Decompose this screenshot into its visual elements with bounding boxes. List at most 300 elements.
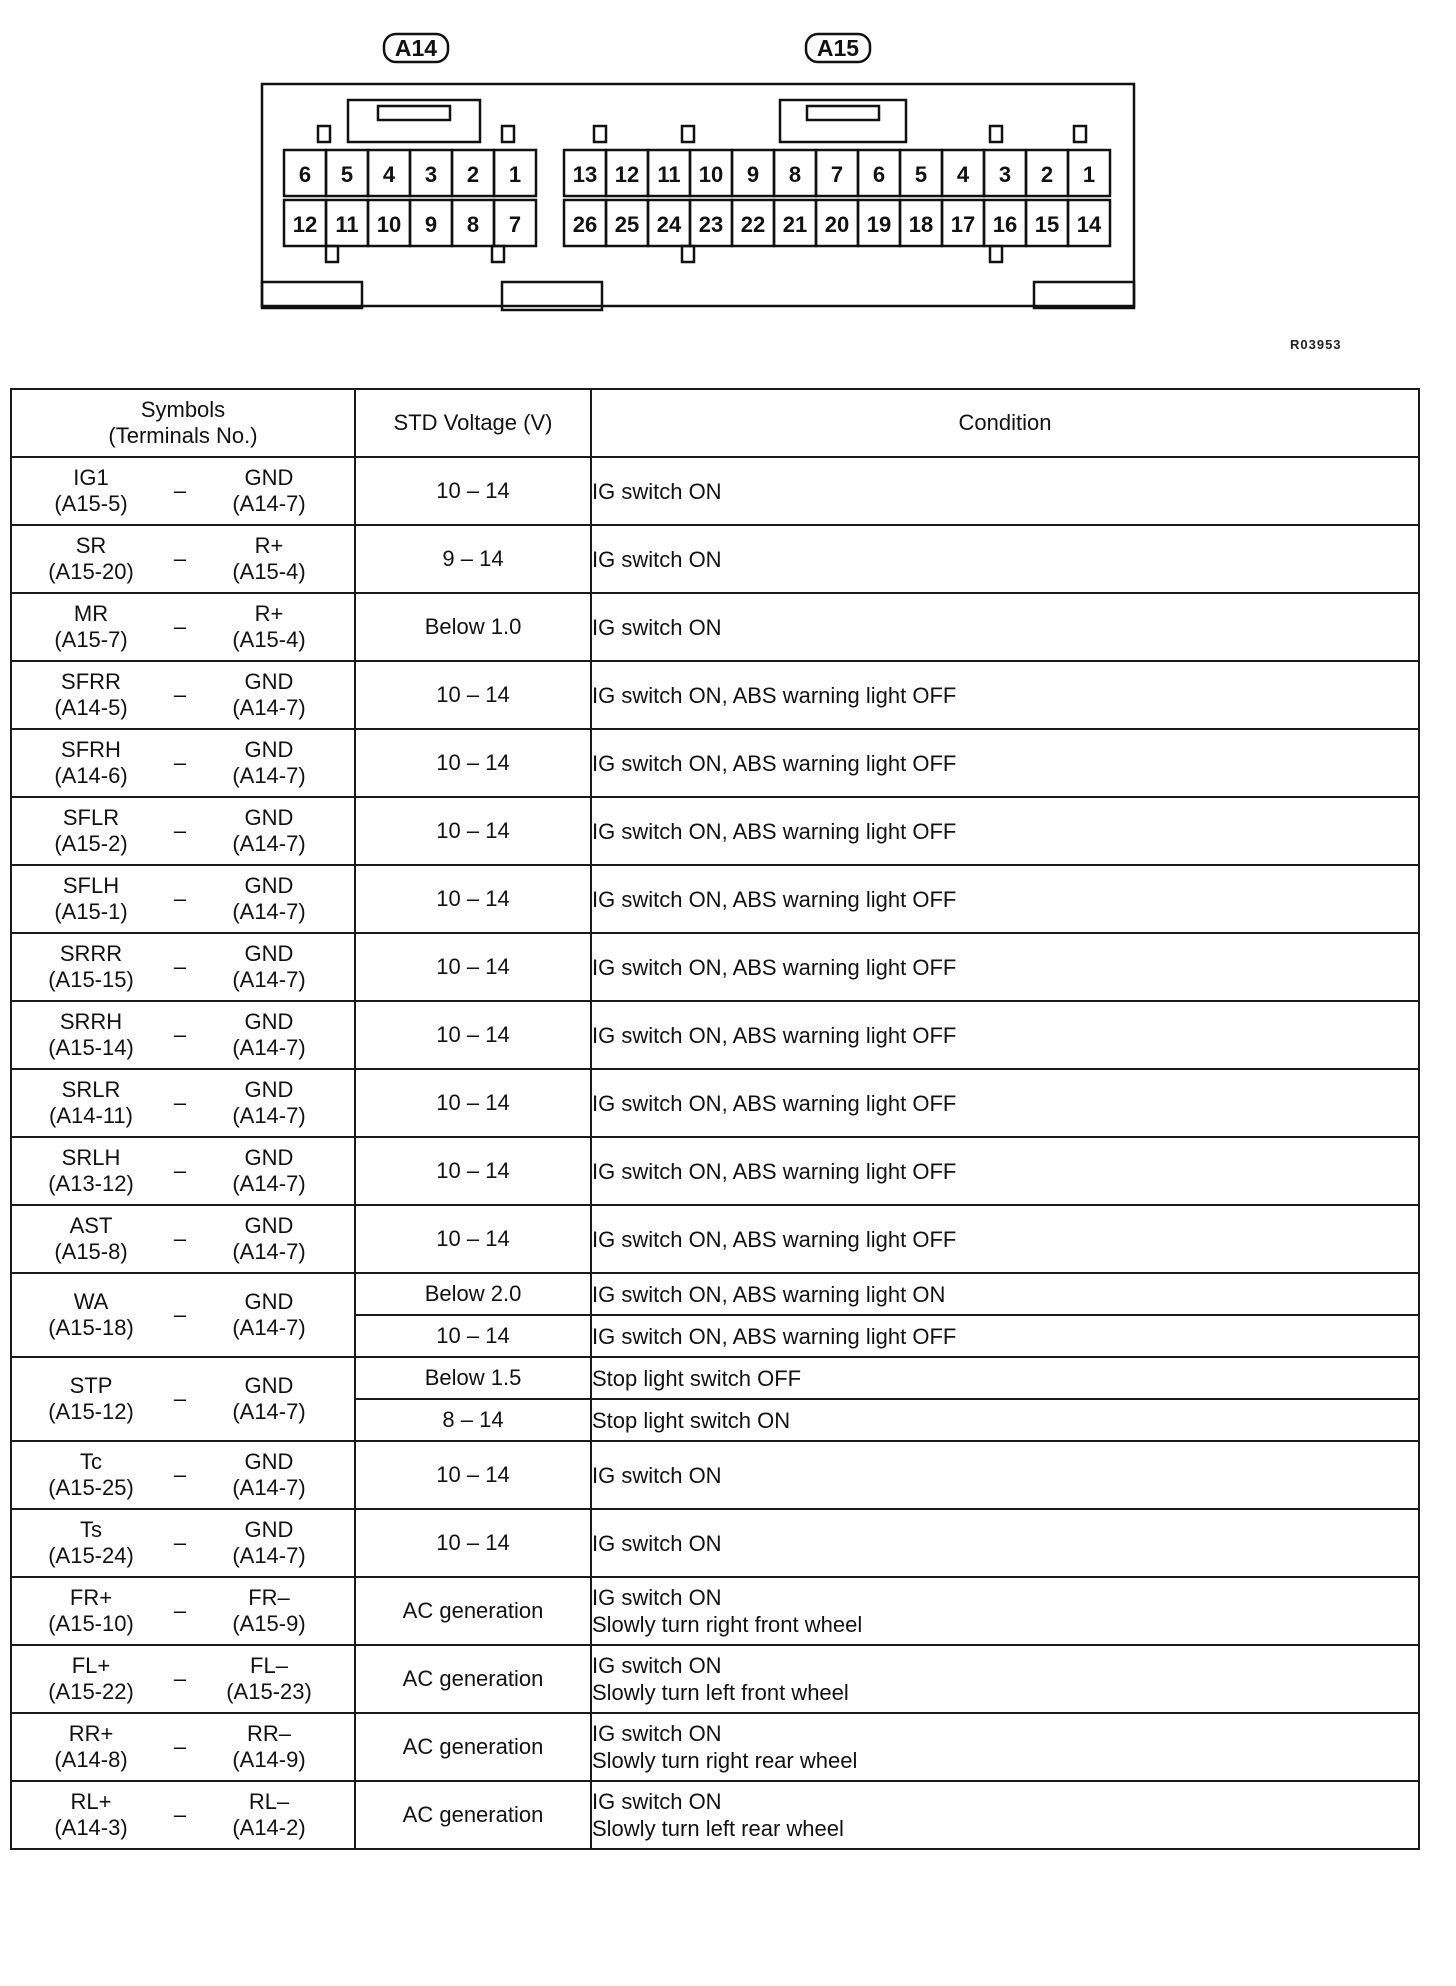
symbol-b: GND (244, 941, 294, 966)
symbol-dash: – (173, 1734, 187, 1759)
symbol-b: GND (244, 1373, 294, 1398)
voltage-cell: 10 – 14 (355, 1137, 591, 1205)
terminal-no-b: (A14-7) (232, 695, 306, 720)
voltage-cell: 10 – 14 (355, 661, 591, 729)
terminal-b (214, 1009, 324, 1061)
symbol-b: GND (244, 1289, 294, 1314)
condition-cell (591, 1069, 1419, 1137)
terminal-a (36, 465, 146, 517)
symbol-dash: – (173, 1158, 187, 1183)
symbols-cell (11, 525, 355, 593)
symbols-cell (11, 1205, 355, 1273)
voltage-cell: 10 – 14 (355, 1315, 591, 1357)
symbol-b: RL– (248, 1789, 290, 1814)
symbol-a: SRLR (61, 1077, 121, 1102)
housing-tab (262, 282, 362, 308)
terminal-a (36, 1289, 146, 1341)
terminal-a (36, 1077, 146, 1129)
terminal-b (214, 1373, 324, 1425)
voltage-cell: 10 – 14 (355, 1509, 591, 1577)
table-row (11, 1441, 1419, 1509)
symbols-cell (11, 1137, 355, 1205)
terminal-no-b: (A14-7) (232, 491, 306, 516)
condition-text: IG switch ON, ABS warning light OFF (592, 1226, 957, 1252)
terminal-label: 2 (1040, 162, 1054, 187)
terminal-no-a: (A13-12) (48, 1171, 134, 1196)
symbol-a: SFLH (62, 873, 120, 898)
terminal-label: 8 (466, 212, 480, 237)
terminal-label: 3 (998, 162, 1012, 187)
symbol-a: STP (69, 1373, 113, 1398)
terminal-a (36, 737, 146, 789)
terminal-b (214, 465, 324, 517)
condition-text: IG switch ON (592, 478, 722, 504)
voltage-cell: 10 – 14 (355, 1001, 591, 1069)
symbol-b: FR– (248, 1585, 290, 1610)
symbol-a: SFLR (62, 805, 120, 830)
terminal-label: 12 (292, 212, 318, 237)
terminal-no-a: (A15-5) (54, 491, 128, 516)
terminal-no-a: (A14-5) (54, 695, 128, 720)
terminal-no-b: (A14-7) (232, 1315, 306, 1340)
symbol-a: WA (73, 1289, 109, 1314)
symbol-b: GND (244, 805, 294, 830)
terminal-no-b: (A14-7) (232, 1543, 306, 1568)
condition-text-2: Slowly turn left front wheel (592, 1680, 849, 1705)
symbols-cell (11, 1069, 355, 1137)
terminal-label: 16 (992, 212, 1018, 237)
condition-cell (591, 1399, 1419, 1441)
terminal-label: 4 (382, 162, 396, 187)
condition-text: IG switch ON, ABS warning light OFF (592, 886, 957, 912)
table-row (11, 865, 1419, 933)
symbol-dash: – (173, 1462, 187, 1487)
symbols-cell (11, 729, 355, 797)
terminal-b (214, 941, 324, 993)
condition-text: IG switch ON, ABS warning light OFF (592, 954, 957, 980)
terminal-b (214, 669, 324, 721)
terminal-b (214, 1653, 324, 1705)
terminal-label: 2 (466, 162, 480, 187)
symbols-cell (11, 1273, 355, 1357)
condition-text: IG switch ON, ABS warning light OFF (592, 818, 957, 844)
symbol-b: GND (244, 669, 294, 694)
terminal-b (214, 737, 324, 789)
terminal-label: 13 (572, 162, 598, 187)
symbol-b: R+ (254, 601, 284, 626)
terminal-label: 7 (830, 162, 844, 187)
terminal-label: 23 (698, 212, 724, 237)
housing-tab (1034, 282, 1134, 308)
condition-text: IG switch ON (592, 546, 722, 572)
table-row (11, 1781, 1419, 1849)
terminal-label: 9 (746, 162, 760, 187)
symbol-dash: – (173, 818, 187, 843)
table-row (11, 593, 1419, 661)
terminal-no-a: (A15-12) (48, 1399, 134, 1424)
terminal-label: 25 (614, 212, 640, 237)
condition-text: IG switch ON, ABS warning light OFF (592, 1022, 957, 1048)
terminal-no-a: (A15-15) (48, 967, 134, 992)
symbol-b: GND (244, 1009, 294, 1034)
symbol-b: GND (244, 1449, 294, 1474)
terminal-b (214, 1517, 324, 1569)
symbol-dash: – (173, 682, 187, 707)
terminal-label: 5 (914, 162, 928, 187)
symbol-a: FL+ (71, 1653, 111, 1678)
terminal-b (214, 1449, 324, 1501)
voltage-cell: 9 – 14 (355, 525, 591, 593)
condition-text-2: Slowly turn right rear wheel (592, 1748, 858, 1773)
condition-text: IG switch ON (592, 1530, 722, 1556)
symbol-dash: – (173, 614, 187, 639)
symbol-a: FR+ (69, 1585, 113, 1610)
symbol-dash: – (173, 1386, 187, 1411)
terminal-no-b: (A14-7) (232, 763, 306, 788)
condition-text: IG switch ON (592, 1585, 722, 1610)
terminal-label: 12 (614, 162, 640, 187)
symbol-a: SFRH (61, 737, 121, 762)
terminal-label: 19 (866, 212, 892, 237)
terminal-label: 10 (698, 162, 724, 187)
terminal-no-a: (A15-10) (48, 1611, 134, 1636)
terminal-no-a: (A15-22) (48, 1679, 134, 1704)
key-pin (492, 246, 504, 262)
terminal-label: 7 (508, 212, 522, 237)
symbol-b: GND (244, 1517, 294, 1542)
terminal-label: 1 (508, 162, 522, 187)
latch-slot (378, 106, 450, 120)
symbol-dash: – (173, 1302, 187, 1327)
terminal-label: 10 (376, 212, 402, 237)
voltage-cell: 10 – 14 (355, 797, 591, 865)
symbols-cell (11, 1357, 355, 1441)
condition-cell (591, 1001, 1419, 1069)
condition-cell (591, 1357, 1419, 1399)
symbols-cell (11, 1781, 355, 1849)
terminal-no-a: (A14-6) (54, 763, 128, 788)
symbol-a: SRLH (61, 1145, 121, 1170)
terminal-no-a: (A15-1) (54, 899, 128, 924)
voltage-cell: Below 2.0 (355, 1273, 591, 1315)
terminal-a (36, 1517, 146, 1569)
voltage-cell: 10 – 14 (355, 933, 591, 1001)
condition-cell (591, 661, 1419, 729)
terminal-a (36, 805, 146, 857)
symbol-a: RR+ (68, 1721, 114, 1746)
terminal-no-b: (A14-7) (232, 1171, 306, 1196)
symbol-b: GND (244, 1145, 294, 1170)
terminal-no-b: (A14-7) (232, 1399, 306, 1424)
condition-cell (591, 1137, 1419, 1205)
header-condition: Condition (591, 389, 1419, 457)
condition-cell (591, 1441, 1419, 1509)
terminal-no-b: (A15-9) (232, 1611, 306, 1636)
table-row (11, 1357, 1419, 1399)
terminal-label: 1 (1082, 162, 1096, 187)
table-row (11, 1205, 1419, 1273)
key-pin (326, 246, 338, 262)
condition-cell (591, 593, 1419, 661)
condition-cell (591, 1781, 1419, 1849)
symbols-cell (11, 1001, 355, 1069)
condition-text: IG switch ON (592, 1653, 722, 1678)
condition-cell (591, 865, 1419, 933)
symbol-dash: – (173, 1666, 187, 1691)
terminal-a (36, 1213, 146, 1265)
connector-label: A15 (816, 35, 860, 61)
condition-cell (591, 1713, 1419, 1781)
header-symbols-line1: Symbols (140, 397, 226, 422)
condition-text: IG switch ON, ABS warning light OFF (592, 750, 957, 776)
symbol-a: SFRR (61, 669, 121, 694)
terminal-no-b: (A14-7) (232, 1103, 306, 1128)
terminal-no-b: (A14-7) (232, 1475, 306, 1500)
terminal-no-a: (A15-7) (54, 627, 128, 652)
condition-cell (591, 1273, 1419, 1315)
terminal-b (214, 873, 324, 925)
voltage-cell: 10 – 14 (355, 1205, 591, 1273)
table-row (11, 1273, 1419, 1315)
terminal-label: 15 (1034, 212, 1060, 237)
table-row (11, 1069, 1419, 1137)
header-symbols (11, 389, 355, 457)
terminal-label: 17 (950, 212, 976, 237)
table-body (11, 457, 1419, 1849)
condition-text: IG switch ON, ABS warning light ON (592, 1281, 946, 1307)
connector-label: A14 (394, 35, 438, 61)
symbol-b: GND (244, 737, 294, 762)
table-row (11, 457, 1419, 525)
terminal-no-a: (A15-24) (48, 1543, 134, 1568)
terminal-no-a: (A15-18) (48, 1315, 134, 1340)
condition-cell (591, 1205, 1419, 1273)
condition-cell (591, 797, 1419, 865)
table-row (11, 933, 1419, 1001)
condition-text: Stop light switch OFF (592, 1365, 802, 1391)
voltage-cell: 10 – 14 (355, 865, 591, 933)
voltage-cell: Below 1.0 (355, 593, 591, 661)
terminal-no-a: (A14-11) (49, 1103, 133, 1128)
condition-text: IG switch ON, ABS warning light OFF (592, 1090, 957, 1116)
symbol-b: GND (244, 873, 294, 898)
key-pin (318, 126, 330, 142)
terminal-b (214, 1213, 324, 1265)
symbol-dash: – (173, 1802, 187, 1827)
terminal-b (214, 1145, 324, 1197)
terminal-no-b: (A15-4) (232, 559, 306, 584)
terminal-a (36, 1653, 146, 1705)
terminal-label: 5 (340, 162, 354, 187)
symbol-b: GND (244, 1213, 294, 1238)
symbol-dash: – (173, 750, 187, 775)
condition-text: IG switch ON (592, 1789, 722, 1814)
terminal-a (36, 873, 146, 925)
symbol-a: Tc (80, 1449, 102, 1474)
condition-text: IG switch ON, ABS warning light OFF (592, 1323, 957, 1349)
condition-text: IG switch ON, ABS warning light OFF (592, 1158, 957, 1184)
terminal-label: 6 (872, 162, 886, 187)
terminal-a (36, 1585, 146, 1637)
voltage-cell: AC generation (355, 1713, 591, 1781)
connector-diagram (0, 0, 1456, 330)
symbols-cell (11, 1713, 355, 1781)
terminal-a (36, 1721, 146, 1773)
header-symbols-line2: (Terminals No.) (108, 423, 258, 448)
key-pin (502, 126, 514, 142)
symbol-dash: – (173, 1022, 187, 1047)
terminal-no-b: (A14-7) (232, 831, 306, 856)
terminal-label: 8 (788, 162, 802, 187)
condition-cell (591, 1509, 1419, 1577)
condition-cell (591, 457, 1419, 525)
symbol-dash: – (173, 1226, 187, 1251)
terminal-label: 21 (782, 212, 808, 237)
symbol-a: AST (69, 1213, 113, 1238)
voltage-cell: 10 – 14 (355, 729, 591, 797)
terminal-no-a: (A15-2) (54, 831, 128, 856)
symbols-cell (11, 457, 355, 525)
condition-cell (591, 1577, 1419, 1645)
key-pin (990, 246, 1002, 262)
terminal-no-a: (A15-20) (48, 559, 134, 584)
symbol-a: IG1 (73, 465, 109, 490)
symbols-cell (11, 1645, 355, 1713)
table-row (11, 1713, 1419, 1781)
terminal-label: 11 (335, 212, 359, 237)
voltage-cell: 8 – 14 (355, 1399, 591, 1441)
condition-cell (591, 1645, 1419, 1713)
condition-text: IG switch ON (592, 614, 722, 640)
condition-text: IG switch ON (592, 1462, 722, 1488)
table-row (11, 1577, 1419, 1645)
voltage-cell: AC generation (355, 1645, 591, 1713)
voltage-cell: AC generation (355, 1577, 591, 1645)
terminal-a (36, 1449, 146, 1501)
terminal-no-b: (A14-2) (232, 1815, 306, 1840)
symbol-dash: – (173, 1598, 187, 1623)
symbol-b: RR– (246, 1721, 291, 1746)
terminal-voltage-table (10, 388, 1420, 1850)
symbols-cell (11, 1509, 355, 1577)
terminal-a (36, 941, 146, 993)
symbol-a: Ts (80, 1517, 102, 1542)
terminal-label: 4 (956, 162, 970, 187)
terminal-b (214, 1077, 324, 1129)
terminal-no-b: (A14-7) (232, 967, 306, 992)
terminal-b (214, 805, 324, 857)
terminal-a (36, 1373, 146, 1425)
terminal-label: 18 (908, 212, 934, 237)
header-voltage: STD Voltage (V) (355, 389, 591, 457)
symbol-a: SRRR (59, 941, 123, 966)
terminal-label: 3 (424, 162, 438, 187)
terminal-no-a: (A15-8) (54, 1239, 128, 1264)
table-row (11, 525, 1419, 593)
symbols-cell (11, 1441, 355, 1509)
symbol-a: RL+ (70, 1789, 112, 1814)
terminal-no-b: (A14-7) (232, 1239, 306, 1264)
terminal-no-a: (A14-8) (54, 1747, 128, 1772)
terminal-no-b: (A15-4) (232, 627, 306, 652)
symbols-cell (11, 865, 355, 933)
condition-cell (591, 933, 1419, 1001)
table-row (11, 1645, 1419, 1713)
symbols-cell (11, 797, 355, 865)
key-pin (682, 126, 694, 142)
table-row (11, 797, 1419, 865)
terminal-no-a: (A15-14) (48, 1035, 134, 1060)
table-header-row (11, 389, 1419, 457)
key-pin (1074, 126, 1086, 142)
voltage-cell: 10 – 14 (355, 1069, 591, 1137)
table-row (11, 661, 1419, 729)
terminal-label: 14 (1076, 212, 1102, 237)
symbols-cell (11, 593, 355, 661)
key-pin (594, 126, 606, 142)
symbols-cell (11, 1577, 355, 1645)
table-row (11, 729, 1419, 797)
symbol-b: FL– (250, 1653, 288, 1678)
terminal-no-a: (A15-25) (48, 1475, 134, 1500)
terminal-b (214, 1789, 324, 1841)
symbol-a: MR (73, 601, 109, 626)
condition-text: Stop light switch ON (592, 1407, 791, 1433)
symbol-b: GND (244, 465, 294, 490)
terminal-label: 11 (657, 162, 681, 187)
table-row (11, 1137, 1419, 1205)
key-pin (682, 246, 694, 262)
latch-slot (807, 106, 879, 120)
condition-text-2: Slowly turn left rear wheel (592, 1816, 844, 1841)
condition-cell (591, 729, 1419, 797)
terminal-b (214, 1289, 324, 1341)
terminal-a (36, 1789, 146, 1841)
symbol-dash: – (173, 1530, 187, 1555)
symbols-cell (11, 933, 355, 1001)
drawing-code: R03953 (1290, 337, 1342, 352)
terminal-label: 6 (298, 162, 312, 187)
terminal-b (214, 1721, 324, 1773)
condition-text-2: Slowly turn right front wheel (592, 1612, 863, 1637)
terminal-b (214, 1585, 324, 1637)
key-pin (990, 126, 1002, 142)
terminal-a (36, 669, 146, 721)
condition-cell (591, 525, 1419, 593)
terminal-no-b: (A14-7) (232, 899, 306, 924)
terminal-label: 22 (740, 212, 766, 237)
voltage-cell: 10 – 14 (355, 457, 591, 525)
symbol-b: R+ (254, 533, 284, 558)
symbol-a: SRRH (59, 1009, 123, 1034)
symbols-cell (11, 661, 355, 729)
symbol-b: GND (244, 1077, 294, 1102)
symbol-dash: – (173, 478, 187, 503)
terminal-a (36, 1009, 146, 1061)
terminal-no-a: (A14-3) (54, 1815, 128, 1840)
terminal-no-b: (A14-7) (232, 1035, 306, 1060)
symbol-dash: – (173, 886, 187, 911)
symbol-a: SR (75, 533, 107, 558)
terminal-label: 24 (656, 212, 682, 237)
terminal-label: 9 (424, 212, 438, 237)
table-row (11, 1509, 1419, 1577)
terminal-label: 26 (572, 212, 598, 237)
terminal-a (36, 601, 146, 653)
terminal-b (214, 601, 324, 653)
symbol-dash: – (173, 546, 187, 571)
condition-text: IG switch ON (592, 1721, 722, 1746)
